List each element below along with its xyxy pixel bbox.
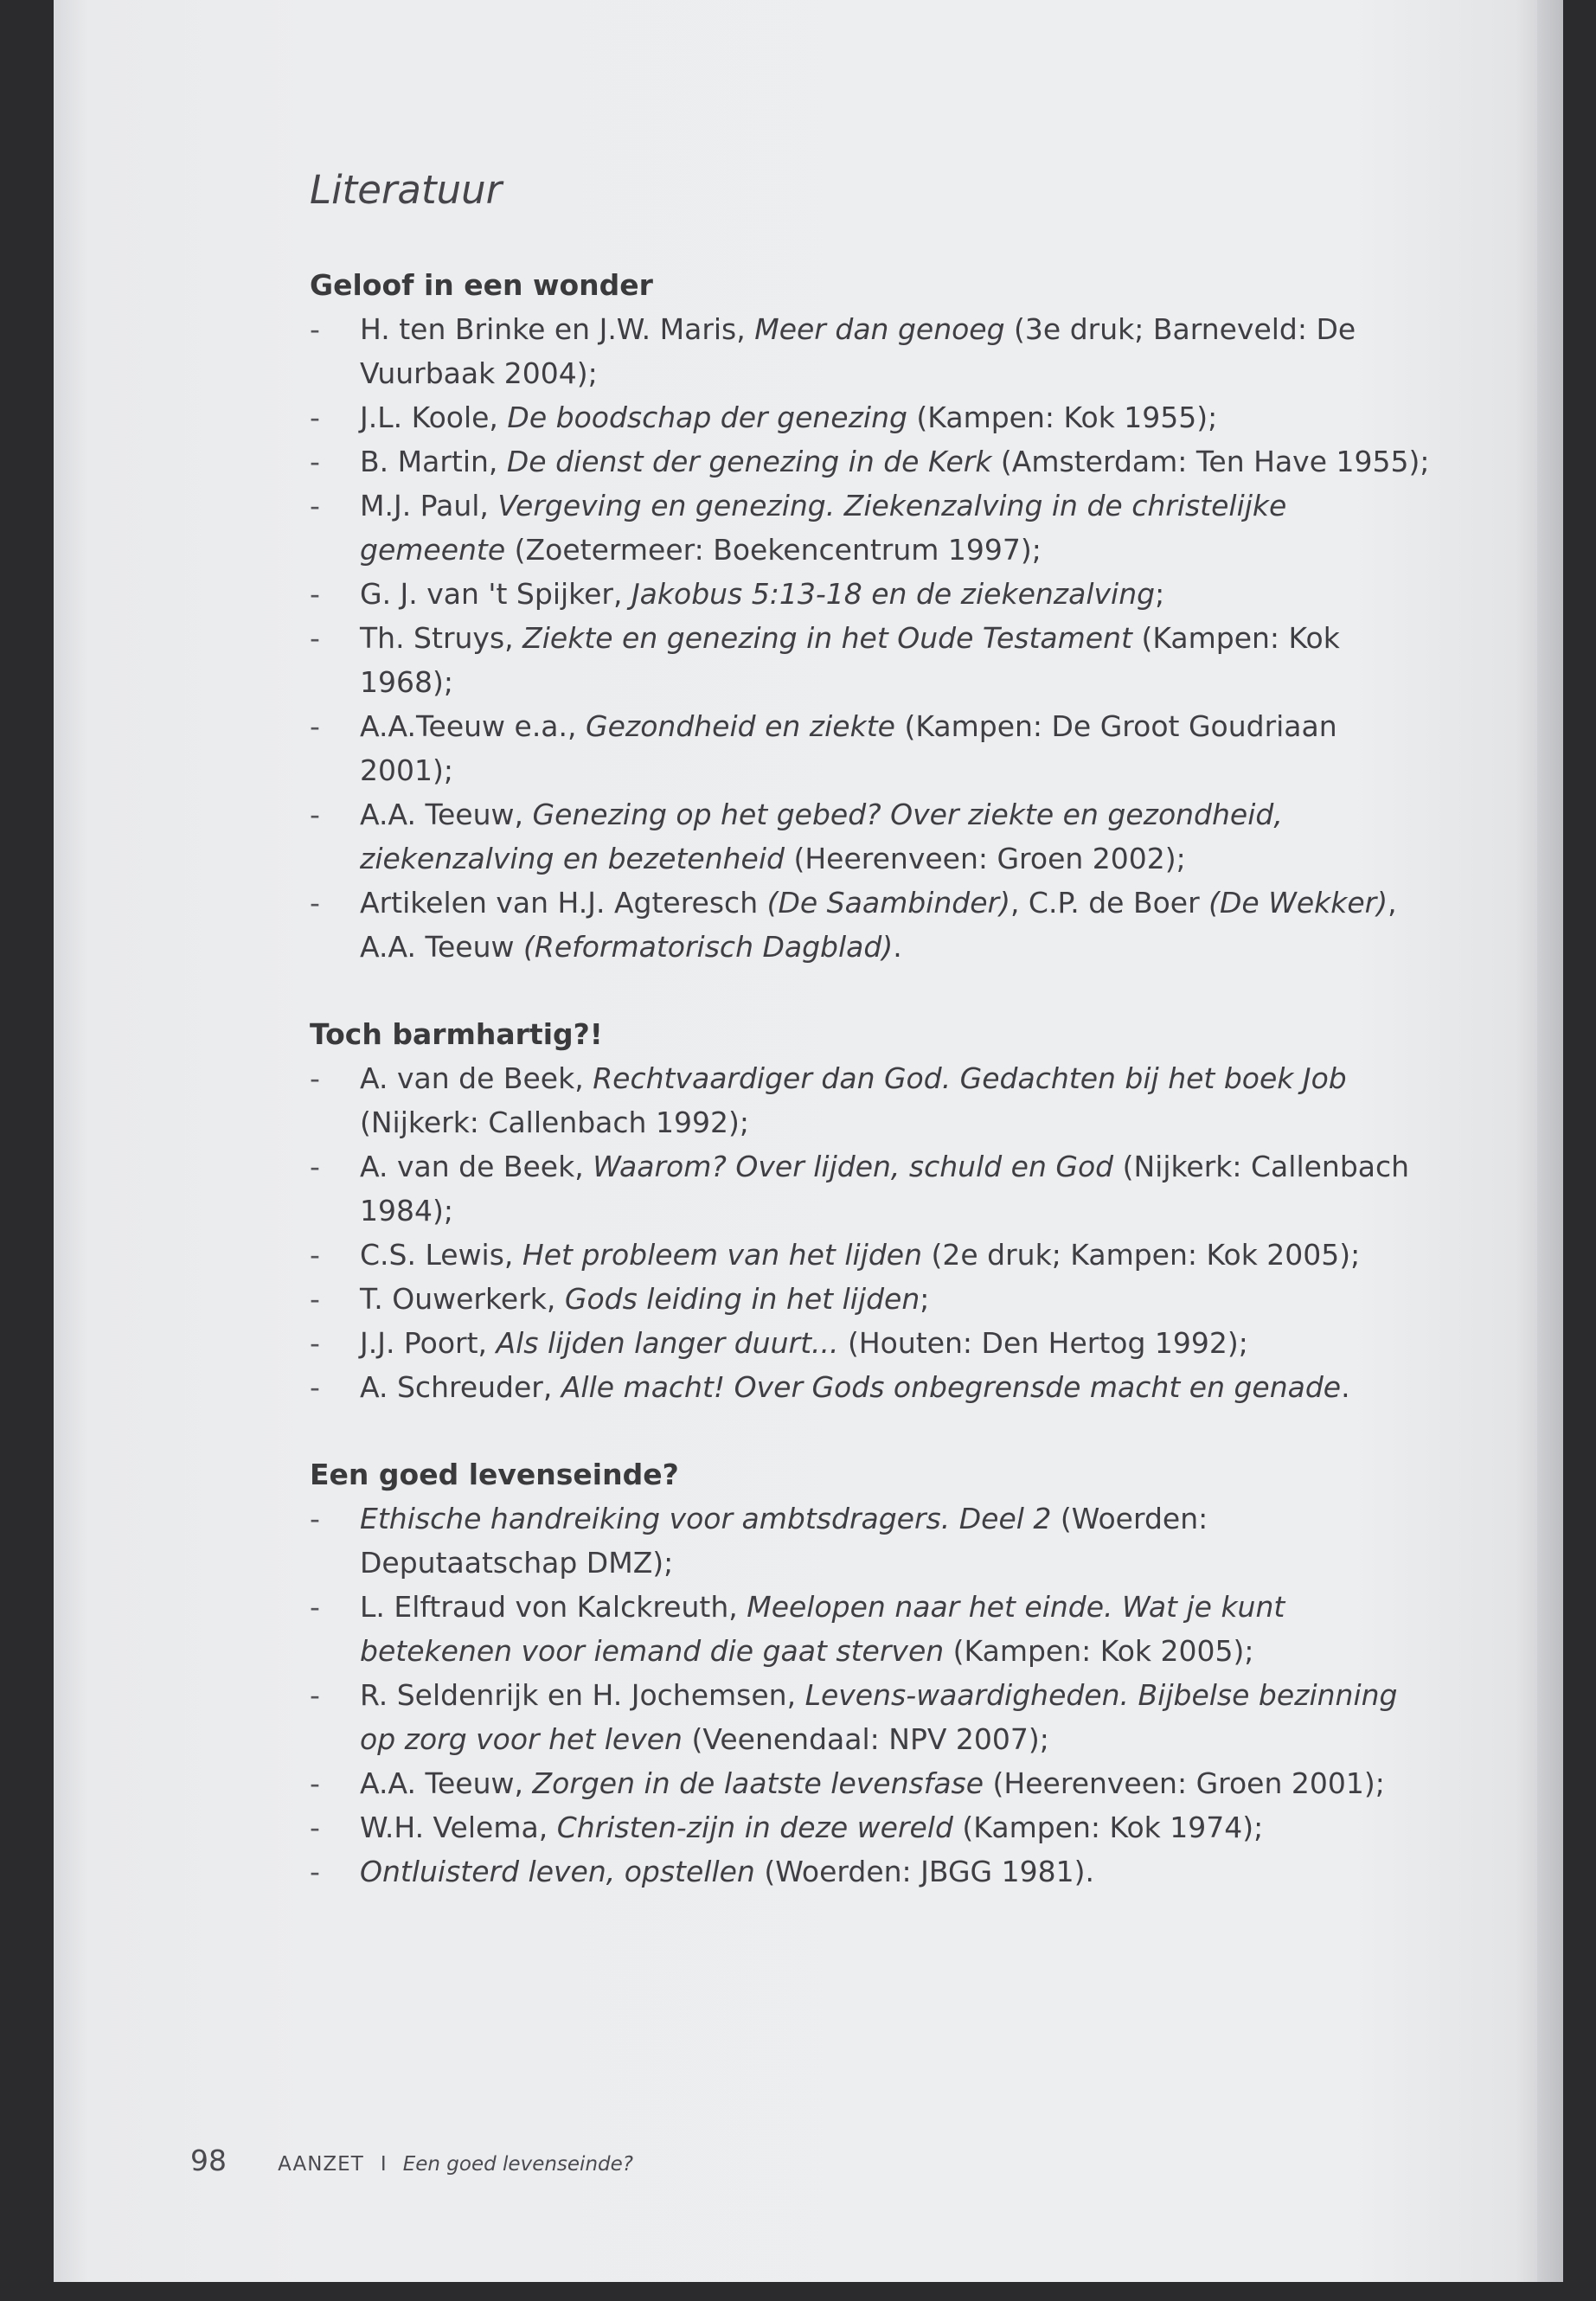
reference-item (310, 1673, 1434, 1761)
sections-container (310, 263, 1434, 1894)
reference-item (310, 572, 1434, 616)
reference-text: (Kampen: De Groot Goudriaan 2001); (360, 709, 1337, 787)
reference-text: ; (920, 1282, 930, 1316)
reference-text: (Heerenveen: Groen 2001); (984, 1766, 1385, 1800)
reference-text: (Heerenveen: Groen 2002); (784, 842, 1186, 875)
section (310, 263, 1434, 969)
reference-title: (Reformatorisch Dagblad) (523, 930, 894, 964)
reference-item (310, 1277, 1434, 1321)
reference-text: (3e druk; Barneveld: De Vuurbaak 2004); (360, 312, 1356, 390)
reference-text: (Amsterdam: Ten Have 1955); (991, 445, 1430, 478)
reference-title: Genezing op het gebed? Over ziekte en gezondheid, ziekenzalving en bezetenheid (360, 798, 1283, 875)
reference-title: Waarom? Over lijden, schuld en God (593, 1150, 1114, 1183)
reference-item (310, 1497, 1434, 1585)
reference-text: Artikelen van H.J. Agteresch (360, 886, 767, 920)
reference-title: Zorgen in de laatste levensfase (532, 1766, 984, 1800)
reference-title: De dienst der genezing in de Kerk (506, 445, 992, 478)
series-name: AANZET (278, 2153, 364, 2176)
reference-item (310, 1233, 1434, 1277)
reference-text: (Woerden: Deputaatschap DMZ); (360, 1502, 1208, 1580)
reference-text: A. van de Beek, (360, 1150, 593, 1183)
reference-title: Jakobus 5:13-18 en de ziekenzalving (631, 577, 1156, 611)
reference-text: J.L. Koole, (360, 401, 508, 434)
reference-item (310, 1761, 1434, 1805)
reference-text: H. ten Brinke en J.W. Maris, (360, 312, 755, 346)
reference-text: R. Seldenrijk en H. Jochemsen, (360, 1678, 805, 1712)
reference-item (310, 704, 1434, 792)
literature-list (310, 164, 1434, 1937)
reference-text: W.H. Velema, (360, 1811, 557, 1844)
reference-text: G. J. van 't Spijker, (360, 577, 631, 611)
reference-item (310, 616, 1434, 704)
reference-text: (Veenendaal: NPV 2007); (682, 1722, 1049, 1756)
reference-text: A.A. Teeuw, (360, 798, 533, 831)
reference-item (310, 1585, 1434, 1673)
reference-title: (De Wekker) (1208, 886, 1388, 920)
reference-text: (Houten: Den Hertog 1992); (838, 1326, 1248, 1360)
reference-item (310, 1144, 1434, 1233)
reference-text: T. Ouwerkerk, (360, 1282, 565, 1316)
section (310, 1452, 1434, 1894)
reference-text: J.J. Poort, (360, 1326, 497, 1360)
reference-title: Vergeving en genezing. Ziekenzalving in de christelijke gemeente (360, 489, 1287, 567)
reference-item (310, 1849, 1434, 1894)
reference-title: Ethische handreiking voor ambtsdragers. Deel 2 (360, 1502, 1052, 1535)
reference-item (310, 1365, 1434, 1409)
reference-text: C.S. Lewis, (360, 1238, 522, 1272)
reference-title: Gods leiding in het lijden (564, 1282, 920, 1316)
reference-item (310, 1321, 1434, 1365)
reference-text: (Nijkerk: Callenbach 1984); (360, 1150, 1410, 1227)
page-edge (1537, 0, 1563, 2282)
section-heading: Toch barmhartig?! (310, 1017, 603, 1051)
reference-item (310, 1056, 1434, 1144)
page-number: 98 (190, 2144, 227, 2177)
section (310, 1012, 1434, 1409)
reference-text: B. Martin, (360, 445, 507, 478)
reference-item (310, 307, 1434, 395)
reference-text: (Nijkerk: Callenbach 1992); (360, 1106, 749, 1139)
reference-text: ; (1155, 577, 1165, 611)
reference-item (310, 395, 1434, 439)
reference-item (310, 1805, 1434, 1849)
page-title: Literatuur (310, 167, 503, 213)
section-heading: Een goed levenseinde? (310, 1458, 679, 1491)
section-heading: Geloof in een wonder (310, 268, 653, 302)
reference-title: (De Saambinder) (766, 886, 1010, 920)
reference-title: Christen-zijn in deze wereld (556, 1811, 953, 1844)
reference-title: Ontluisterd leven, opstellen (360, 1855, 755, 1888)
reference-title: Rechtvaardiger dan God. Gedachten bij het boek Job (593, 1061, 1347, 1095)
reference-title: Meer dan genoeg (754, 312, 1005, 346)
reference-text: (Zoetermeer: Boekencentrum 1997); (505, 533, 1042, 567)
reference-title: Meelopen naar het einde. Wat je kunt betekenen voor iemand die gaat sterven (360, 1590, 1285, 1668)
reference-text: , C.P. de Boer (1010, 886, 1209, 920)
reference-text: A. Schreuder, (360, 1370, 561, 1404)
reference-item (310, 792, 1434, 881)
reference-item (310, 881, 1434, 969)
reference-text: (Kampen: Kok 2005); (944, 1634, 1254, 1668)
reference-text: Th. Struys, (360, 621, 523, 655)
reference-text: . (893, 930, 902, 964)
chapter-title: Een goed levenseinde? (402, 2153, 633, 2176)
reference-text: (Kampen: Kok 1968); (360, 621, 1340, 699)
footer-separator: I (380, 2153, 387, 2176)
reference-title: Ziekte en genezing in het Oude Testament (522, 621, 1132, 655)
reference-text: (2e druk; Kampen: Kok 2005); (922, 1238, 1361, 1272)
reference-text: M.J. Paul, (360, 489, 498, 522)
reference-title: De boodschap der genezing (507, 401, 907, 434)
page-footer (190, 2144, 633, 2177)
reference-text: A. van de Beek, (360, 1061, 593, 1095)
reference-text: A.A.Teeuw e.a., (360, 709, 586, 743)
reference-text: (Kampen: Kok 1974); (952, 1811, 1264, 1844)
reference-item (310, 484, 1434, 572)
reference-title: Als lijden langer duurt... (496, 1326, 839, 1360)
reference-title: Gezondheid en ziekte (586, 709, 895, 743)
reference-text: , A.A. Teeuw (360, 886, 1397, 964)
reference-text: L. Elftraud von Kalckreuth, (360, 1590, 747, 1624)
reference-list (310, 307, 1434, 969)
reference-text: . (1341, 1370, 1350, 1404)
reference-text: (Kampen: Kok 1955); (907, 401, 1218, 434)
reference-title: Levens-waardigheden. Bijbelse bezinning op zorg voor het leven (360, 1678, 1398, 1756)
reference-list (310, 1056, 1434, 1409)
reference-item (310, 439, 1434, 484)
reference-title: Het probleem van het lijden (522, 1238, 922, 1272)
reference-text: (Woerden: JBGG 1981). (754, 1855, 1094, 1888)
reference-list (310, 1497, 1434, 1894)
reference-text: A.A. Teeuw, (360, 1766, 533, 1800)
reference-title: Alle macht! Over Gods onbegrensde macht en genade (561, 1370, 1342, 1404)
